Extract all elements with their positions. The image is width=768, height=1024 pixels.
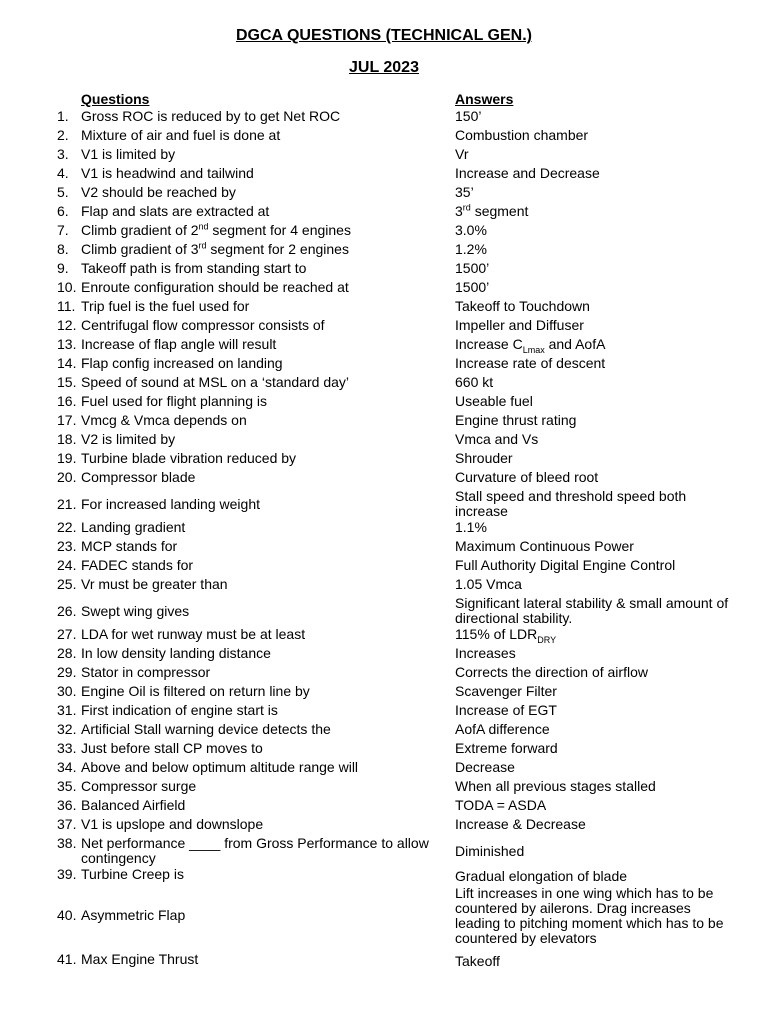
answer-text: Scavenger Filter bbox=[455, 683, 557, 699]
question-text: Stator in compressor bbox=[81, 664, 211, 680]
question-text: Takeoff path is from standing start to bbox=[81, 260, 307, 276]
question-number: 2. bbox=[57, 127, 69, 143]
answer-text: Lift increases in one wing which has to be countered by ailerons. Drag increases leading to pitching moment which has to be countered by elevators bbox=[455, 885, 724, 946]
question-number: 12. bbox=[57, 317, 77, 333]
qa-row bbox=[0, 356, 768, 375]
qa-row bbox=[0, 867, 768, 886]
question-text: Climb gradient of 2nd segment for 4 engines bbox=[81, 221, 351, 238]
qa-row bbox=[0, 299, 768, 318]
question-number: 14. bbox=[57, 355, 77, 371]
answer-text: 1500’ bbox=[455, 279, 490, 295]
question-text: Above and below optimum altitude range will bbox=[81, 759, 359, 775]
question-text: Balanced Airfield bbox=[81, 797, 186, 813]
answer-text: 1500’ bbox=[455, 260, 490, 276]
question-text: Vmcg & Vmca depends on bbox=[81, 412, 247, 428]
question-number: 1. bbox=[57, 108, 69, 124]
question-number: 18. bbox=[57, 431, 77, 447]
answer-text: Corrects the direction of airflow bbox=[455, 664, 648, 680]
qa-row bbox=[0, 684, 768, 703]
question-text: Landing gradient bbox=[81, 519, 186, 535]
qa-row bbox=[0, 703, 768, 722]
question-text: Climb gradient of 3rd segment for 2 engines bbox=[81, 240, 349, 257]
qa-row bbox=[0, 886, 768, 952]
question-text: Increase of flap angle will result bbox=[81, 336, 277, 352]
question-number: 4. bbox=[57, 165, 69, 181]
answer-text: Extreme forward bbox=[455, 740, 558, 756]
question-text: First indication of engine start is bbox=[81, 702, 278, 718]
qa-row bbox=[0, 779, 768, 798]
qa-row bbox=[0, 128, 768, 147]
question-number: 31. bbox=[57, 702, 77, 718]
question-number: 20. bbox=[57, 469, 77, 485]
question-text: V1 is limited by bbox=[81, 146, 176, 162]
question-text: Max Engine Thrust bbox=[81, 951, 199, 967]
answer-text: 1.05 Vmca bbox=[455, 576, 522, 592]
qa-row bbox=[0, 242, 768, 261]
question-text: V2 should be reached by bbox=[81, 184, 236, 200]
question-text: Centrifugal flow compressor consists of bbox=[81, 317, 325, 333]
question-number: 19. bbox=[57, 450, 77, 466]
answer-text: When all previous stages stalled bbox=[455, 778, 656, 794]
question-number: 22. bbox=[57, 519, 77, 535]
qa-row bbox=[0, 166, 768, 185]
question-number: 28. bbox=[57, 645, 77, 661]
answer-text: Engine thrust rating bbox=[455, 412, 577, 428]
qa-row bbox=[0, 432, 768, 451]
answer-text: 3.0% bbox=[455, 222, 487, 238]
question-number: 24. bbox=[57, 557, 77, 573]
answers-column-header: Answers bbox=[455, 91, 514, 107]
question-text: In low density landing distance bbox=[81, 645, 271, 661]
question-number: 29. bbox=[57, 664, 77, 680]
question-text: Compressor blade bbox=[81, 469, 196, 485]
question-number: 27. bbox=[57, 626, 77, 642]
qa-row bbox=[0, 539, 768, 558]
answer-text: TODA = ASDA bbox=[455, 797, 547, 813]
qa-row bbox=[0, 489, 768, 520]
question-text: MCP stands for bbox=[81, 538, 178, 554]
question-text: Net performance ____ from Gross Performance to allow contingency bbox=[81, 835, 429, 866]
answer-text: Vr bbox=[455, 146, 469, 162]
qa-row bbox=[0, 451, 768, 470]
question-number: 23. bbox=[57, 538, 77, 554]
question-number: 21. bbox=[57, 496, 77, 512]
question-text: Turbine blade vibration reduced by bbox=[81, 450, 297, 466]
question-number: 26. bbox=[57, 603, 77, 619]
answer-text: Full Authority Digital Engine Control bbox=[455, 557, 676, 573]
answer-text: Stall speed and threshold speed both increase bbox=[455, 488, 687, 519]
qa-row bbox=[0, 375, 768, 394]
answer-text: 660 kt bbox=[455, 374, 494, 390]
qa-row bbox=[0, 318, 768, 337]
question-text: Asymmetric Flap bbox=[81, 907, 186, 923]
question-text: Artificial Stall warning device detects the bbox=[81, 721, 331, 737]
qa-row bbox=[0, 470, 768, 489]
qa-row bbox=[0, 337, 768, 356]
question-number: 10. bbox=[57, 279, 77, 295]
qa-row bbox=[0, 147, 768, 166]
question-text: Gross ROC is reduced by to get Net ROC bbox=[81, 108, 341, 124]
qa-row bbox=[0, 665, 768, 684]
question-number: 17. bbox=[57, 412, 77, 428]
question-text: Just before stall CP moves to bbox=[81, 740, 263, 756]
qa-row bbox=[0, 520, 768, 539]
question-number: 5. bbox=[57, 184, 69, 200]
question-text: Flap and slats are extracted at bbox=[81, 203, 270, 219]
document-title: DGCA QUESTIONS (TECHNICAL GEN.) bbox=[235, 27, 532, 44]
question-number: 6. bbox=[57, 203, 69, 219]
answer-text: Takeoff bbox=[455, 953, 500, 969]
question-text: Engine Oil is filtered on return line by bbox=[81, 683, 310, 699]
qa-row bbox=[0, 261, 768, 280]
question-number: 37. bbox=[57, 816, 77, 832]
qa-row bbox=[0, 204, 768, 223]
question-number: 32. bbox=[57, 721, 77, 737]
qa-row bbox=[0, 646, 768, 665]
qa-row bbox=[0, 760, 768, 779]
question-number: 25. bbox=[57, 576, 77, 592]
answer-text: 3rd segment bbox=[455, 202, 529, 219]
answer-text: Combustion chamber bbox=[455, 127, 589, 143]
answer-text: Maximum Continuous Power bbox=[455, 538, 634, 554]
question-text: Speed of sound at MSL on a ‘standard day’ bbox=[81, 374, 349, 390]
qa-row bbox=[0, 109, 768, 128]
qa-row bbox=[0, 185, 768, 204]
qa-row bbox=[0, 413, 768, 432]
document-date: JUL 2023 bbox=[349, 59, 419, 76]
answer-text: Increase & Decrease bbox=[455, 816, 586, 832]
question-text: Vr must be greater than bbox=[81, 576, 228, 592]
question-number: 8. bbox=[57, 241, 69, 257]
answer-text: Shrouder bbox=[455, 450, 513, 466]
question-text: LDA for wet runway must be at least bbox=[81, 626, 306, 642]
qa-row bbox=[0, 952, 768, 971]
qa-row bbox=[0, 577, 768, 596]
answer-text: 150’ bbox=[455, 108, 482, 124]
question-text: V1 is headwind and tailwind bbox=[81, 165, 254, 181]
answer-text: Gradual elongation of blade bbox=[455, 868, 628, 884]
question-number: 34. bbox=[57, 759, 77, 775]
question-number: 39. bbox=[57, 866, 77, 882]
question-number: 9. bbox=[57, 260, 69, 276]
question-text: V2 is limited by bbox=[81, 431, 176, 447]
qa-row bbox=[0, 741, 768, 760]
answer-text: Impeller and Diffuser bbox=[455, 317, 584, 333]
answer-text: Increase $C_{Lmax}$ and AofA bbox=[455, 336, 606, 355]
qa-row bbox=[0, 722, 768, 741]
question-text: V1 is upslope and downslope bbox=[81, 816, 264, 832]
questions-column-header: Questions bbox=[81, 91, 150, 107]
question-text: Fuel used for flight planning is bbox=[81, 393, 267, 409]
question-number: 35. bbox=[57, 778, 77, 794]
qa-row bbox=[0, 817, 768, 836]
qa-row bbox=[0, 798, 768, 817]
qa-row bbox=[0, 280, 768, 299]
qa-row bbox=[0, 394, 768, 413]
answer-text: AofA difference bbox=[455, 721, 550, 737]
answer-text: Increase of EGT bbox=[455, 702, 557, 718]
answer-text: Diminished bbox=[455, 843, 525, 859]
question-text: Mixture of air and fuel is done at bbox=[81, 127, 281, 143]
qa-row bbox=[0, 223, 768, 242]
qa-row bbox=[0, 836, 768, 867]
answer-text: Increase and Decrease bbox=[455, 165, 600, 181]
question-number: 15. bbox=[57, 374, 77, 390]
answer-text: 1.1% bbox=[455, 519, 487, 535]
question-text: For increased landing weight bbox=[81, 496, 260, 512]
answer-text: 115% of $LDR_{DRY}$ bbox=[455, 626, 557, 645]
answer-text: 35’ bbox=[455, 184, 474, 200]
qa-row bbox=[0, 627, 768, 646]
question-text: Swept wing gives bbox=[81, 603, 190, 619]
question-number: 33. bbox=[57, 740, 77, 756]
question-number: 38. bbox=[57, 835, 77, 851]
question-text: Enroute configuration should be reached at bbox=[81, 279, 349, 295]
question-number: 30. bbox=[57, 683, 77, 699]
answer-text: Decrease bbox=[455, 759, 515, 775]
question-text: Turbine Creep is bbox=[81, 866, 184, 882]
answer-text: Vmca and Vs bbox=[455, 431, 539, 447]
question-text: Compressor surge bbox=[81, 778, 197, 794]
question-number: 13. bbox=[57, 336, 77, 352]
question-number: 41. bbox=[57, 951, 77, 967]
question-number: 36. bbox=[57, 797, 77, 813]
answer-text: Increase rate of descent bbox=[455, 355, 606, 371]
question-text: Flap config increased on landing bbox=[81, 355, 283, 371]
question-number: 7. bbox=[57, 222, 69, 238]
qa-row bbox=[0, 596, 768, 627]
question-text: FADEC stands for bbox=[81, 557, 194, 573]
answer-text: 1.2% bbox=[455, 241, 487, 257]
qa-list bbox=[0, 109, 768, 971]
answer-text: Useable fuel bbox=[455, 393, 533, 409]
question-number: 11. bbox=[57, 298, 76, 314]
question-text: Trip fuel is the fuel used for bbox=[81, 298, 250, 314]
question-number: 3. bbox=[57, 146, 69, 162]
answer-text: Curvature of bleed root bbox=[455, 469, 599, 485]
qa-row bbox=[0, 558, 768, 577]
question-number: 40. bbox=[57, 907, 77, 923]
question-number: 16. bbox=[57, 393, 77, 409]
answer-text: Takeoff to Touchdown bbox=[455, 298, 590, 314]
answer-text: Increases bbox=[455, 645, 516, 661]
answer-text: Significant lateral stability & small amount of directional stability. bbox=[455, 595, 729, 626]
